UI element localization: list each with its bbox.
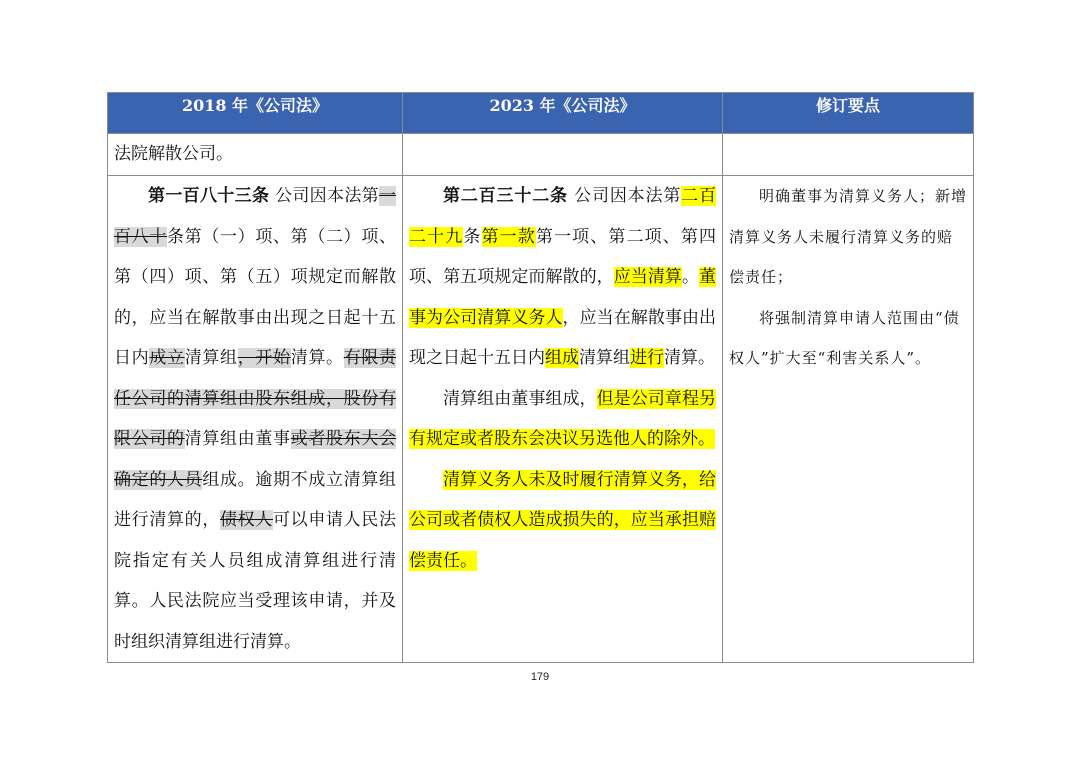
article-number: 第一百八十三条 xyxy=(148,186,270,206)
article-number: 第二百三十二条 xyxy=(443,186,568,206)
deleted-text: 或者股东大会确定的人员 xyxy=(114,429,397,490)
header-2018: 2018 年《公司法》 xyxy=(108,93,403,134)
added-text: 第一款 xyxy=(481,226,536,247)
text-run: 清算组由董事 xyxy=(184,429,291,449)
added-text: 二百二十九 xyxy=(409,186,717,247)
deleted-text: ，开始 xyxy=(237,348,291,368)
new-article-cell xyxy=(403,176,723,663)
table-cell xyxy=(108,134,403,176)
text-run: 清算组 xyxy=(184,348,238,368)
text-run: 组成。逾期不成立清算组进行清算的， xyxy=(114,469,397,530)
text-run: 清算组 xyxy=(579,348,630,368)
old-article-cell xyxy=(108,176,403,663)
added-text: 应当清算 xyxy=(613,267,682,287)
table-row xyxy=(108,134,974,176)
text-run: 。 xyxy=(681,267,700,287)
table-row xyxy=(108,176,974,663)
header-row xyxy=(108,93,974,134)
page-number: 179 xyxy=(530,671,550,683)
revision-note-1: 明确董事为清算义务人；新增清算义务人未履行清算义务的赔偿责任； xyxy=(729,187,968,286)
text-run: 条第（一）项、第（二）项、第（四）项、第（五）项规定而解散的，应当在解散事由出现之日起十五日内 xyxy=(114,226,396,368)
text-run: 清算组由董事组成， xyxy=(443,388,597,409)
deleted-text: 债权人 xyxy=(220,510,273,530)
table-cell xyxy=(403,134,723,176)
text-run: 清算。 xyxy=(664,348,715,368)
deleted-text: 有限责任公司的清算组由股东组成，股份有限公司的 xyxy=(114,348,397,449)
deleted-text: 成立 xyxy=(149,348,185,368)
text-run: 第一项、第二项、第四项、第五项规定而解散的， xyxy=(409,226,716,287)
added-text: 但是公司章程另有规定或者股东会决议另选他人的除外。 xyxy=(409,388,717,449)
revision-note-2: 将强制清算申请人范围由“债权人”扩大至“利害关系人”。 xyxy=(729,308,960,367)
new-article-para-3 xyxy=(409,460,716,582)
deleted-text: 一百八十 xyxy=(114,186,396,247)
comparison-table xyxy=(107,92,974,663)
text-run: 清算。 xyxy=(290,348,344,368)
cell-text: 法院解散公司。 xyxy=(114,144,233,164)
added-text: 董事为公司清算义务人 xyxy=(409,267,717,328)
header-2023: 2023 年《公司法》 xyxy=(403,93,723,134)
text-run: 公司因本法第 xyxy=(269,186,379,206)
new-article-para-1 xyxy=(409,176,716,379)
added-text: 进行 xyxy=(630,348,664,368)
text-run: ，应当在解散事由出现之日起十五日内 xyxy=(409,307,717,368)
text-run: 公司因本法第 xyxy=(567,186,682,206)
added-text: 清算义务人未及时履行清算义务，给公司或者债权人造成损失的，应当承担赔偿责任。 xyxy=(409,469,716,571)
header-revision-points: 修订要点 xyxy=(723,93,974,134)
text-run: 条 xyxy=(463,226,482,247)
old-article-text xyxy=(114,176,396,662)
revision-notes-cell xyxy=(723,176,974,663)
new-article-para-2 xyxy=(409,379,716,460)
table-cell xyxy=(723,134,974,176)
added-text: 组成 xyxy=(545,348,579,368)
text-run: 可以申请人民法院指定有关人员组成清算组进行清算。人民法院应当受理该申请，并及时组织清算组进行清算。 xyxy=(114,510,396,652)
